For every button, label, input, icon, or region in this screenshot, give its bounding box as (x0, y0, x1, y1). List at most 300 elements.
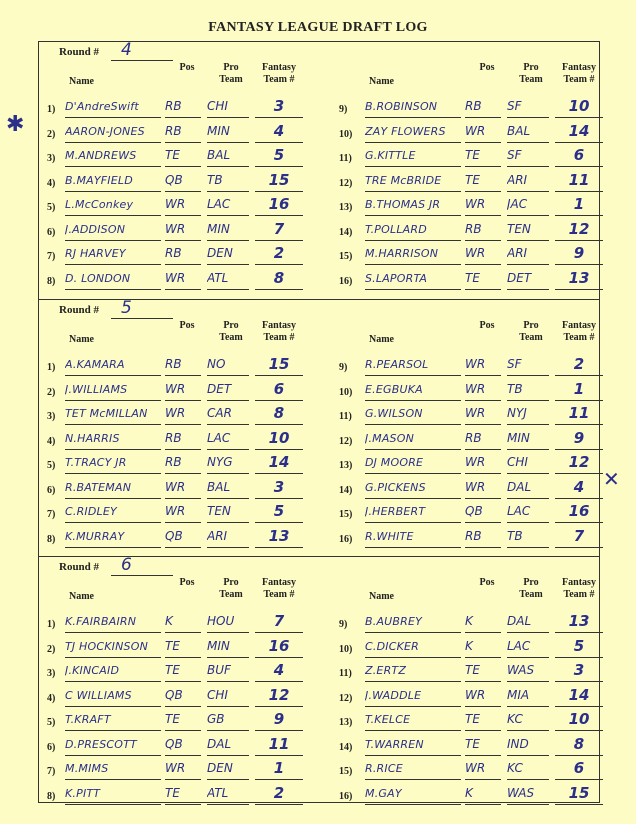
fantasy-team-field[interactable]: 15 (555, 783, 603, 805)
player-name-field[interactable]: A.KAMARA (65, 354, 161, 376)
pro-team-field[interactable]: DET (207, 379, 249, 401)
position-field[interactable]: K (465, 783, 501, 805)
round-section (39, 556, 599, 802)
fantasy-team-field[interactable]: 6 (555, 145, 603, 167)
header-pos: Pos (179, 577, 195, 588)
position-field[interactable]: TE (465, 709, 501, 731)
pick-row (339, 685, 609, 709)
pro-team-field[interactable]: HOU (207, 611, 249, 633)
position-field[interactable]: WR (165, 758, 201, 780)
fantasy-team-field[interactable]: 8 (255, 268, 303, 290)
position-field[interactable]: RB (165, 354, 201, 376)
fantasy-team-field[interactable]: 15 (255, 170, 303, 192)
pick-row (339, 428, 609, 452)
player-name-field[interactable]: T.POLLARD (365, 219, 461, 241)
pick-number: 16) (339, 533, 353, 545)
header-pro-team: Pro Team (219, 320, 243, 343)
round-section (39, 42, 599, 299)
fantasy-team-field[interactable]: 9 (255, 709, 303, 731)
position-field[interactable]: WR (165, 403, 201, 425)
fantasy-team-field[interactable]: 14 (255, 452, 303, 474)
pick-number: 12) (339, 435, 353, 447)
fantasy-team-field[interactable]: 4 (255, 121, 303, 143)
player-name-field[interactable]: J.KINCAID (65, 660, 161, 682)
pick-row (39, 734, 309, 758)
position-field[interactable]: WR (465, 685, 501, 707)
pick-row (339, 526, 609, 550)
fantasy-team-field[interactable]: 14 (555, 121, 603, 143)
pro-team-field[interactable]: JAC (507, 194, 549, 216)
pick-number: 15) (339, 766, 353, 777)
fantasy-team-field[interactable]: 16 (555, 501, 603, 523)
pro-team-field[interactable]: ATL (207, 268, 249, 290)
pro-team-field[interactable]: GB (207, 709, 249, 731)
pro-team-field[interactable]: DAL (507, 477, 549, 499)
pro-team-field[interactable]: TB (507, 379, 549, 401)
fantasy-team-field[interactable]: 5 (255, 145, 303, 167)
player-name-field[interactable]: ZAY FLOWERS (365, 121, 461, 143)
pro-team-field[interactable]: BAL (507, 121, 549, 143)
pick-row (339, 501, 609, 525)
header-fantasy-team: Fantasy Team # (262, 320, 296, 343)
round-number-field[interactable]: 5 (111, 298, 173, 319)
pro-team-field[interactable]: ARI (507, 170, 549, 192)
fantasy-team-field[interactable]: 4 (555, 477, 603, 499)
pick-row (39, 145, 309, 169)
fantasy-team-field[interactable]: 12 (555, 452, 603, 474)
header-name: Name (369, 591, 394, 602)
pick-number: 1) (47, 104, 56, 115)
header-pro-team: Pro Team (219, 62, 243, 85)
pro-team-field[interactable]: TB (207, 170, 249, 192)
position-field[interactable]: K (465, 636, 501, 658)
pick-number: 14) (339, 484, 353, 496)
pick-row (339, 477, 609, 501)
fantasy-team-field[interactable]: 12 (255, 685, 303, 707)
player-name-field[interactable]: J.WADDLE (365, 685, 461, 707)
position-field[interactable]: TE (465, 734, 501, 756)
pick-row (339, 403, 609, 427)
pro-team-field[interactable]: MIN (507, 428, 549, 450)
pick-row (39, 354, 309, 378)
pro-team-field[interactable]: CAR (207, 403, 249, 425)
pro-team-field[interactable]: MIA (507, 685, 549, 707)
pick-number: 16) (339, 790, 353, 802)
position-field[interactable]: WR (165, 477, 201, 499)
pick-row (39, 660, 309, 684)
pick-row (339, 660, 609, 684)
player-name-field[interactable]: T.KELCE (365, 709, 461, 731)
pick-number: 4) (47, 435, 56, 447)
fantasy-team-field[interactable]: 13 (555, 611, 603, 633)
header-fantasy-team: Fantasy Team # (562, 577, 596, 600)
pick-row (39, 428, 309, 452)
player-name-field[interactable]: D. LONDON (65, 268, 161, 290)
header-fantasy-team: Fantasy Team # (562, 320, 596, 343)
pick-number: 3) (47, 153, 56, 164)
pro-team-field[interactable]: WAS (507, 783, 549, 805)
pick-row (339, 268, 609, 292)
header-pos: Pos (179, 320, 195, 331)
pick-row (339, 121, 609, 145)
pro-team-field[interactable]: KC (507, 709, 549, 731)
pick-row (39, 783, 309, 807)
pro-team-field[interactable]: MIN (207, 121, 249, 143)
position-field[interactable]: RB (465, 219, 501, 241)
fantasy-team-field[interactable]: 1 (555, 379, 603, 401)
page-title: FANTASY LEAGUE DRAFT LOG (208, 20, 428, 35)
header-pro-team: Pro Team (519, 577, 543, 600)
position-field[interactable]: TE (165, 709, 201, 731)
pick-number: 12) (339, 177, 353, 189)
pro-team-field[interactable]: MIN (207, 636, 249, 658)
header-pos: Pos (179, 62, 195, 73)
position-field[interactable]: WR (165, 268, 201, 290)
pick-row (339, 709, 609, 733)
fantasy-team-field[interactable]: 2 (555, 354, 603, 376)
position-field[interactable]: WR (465, 194, 501, 216)
fantasy-team-field[interactable]: 7 (255, 219, 303, 241)
player-name-field[interactable]: L.McConkey (65, 194, 161, 216)
player-name-field[interactable]: J.ADDISON (65, 219, 161, 241)
pick-row (339, 636, 609, 660)
fantasy-team-field[interactable]: 6 (555, 758, 603, 780)
player-name-field[interactable]: K.FAIRBAIRN (65, 611, 161, 633)
pro-team-field[interactable]: LAC (507, 636, 549, 658)
position-field[interactable]: RB (465, 96, 501, 118)
player-name-field[interactable]: AARON-JONES (65, 121, 161, 143)
player-name-field[interactable]: TJ HOCKINSON (65, 636, 161, 658)
position-field[interactable]: TE (465, 170, 501, 192)
pick-row (39, 501, 309, 525)
pick-number: 13) (339, 202, 353, 213)
position-field[interactable]: WR (465, 379, 501, 401)
pick-number: 10) (339, 386, 353, 398)
player-name-field[interactable]: J.MASON (365, 428, 461, 450)
pro-team-field[interactable]: TEN (207, 501, 249, 523)
position-field[interactable]: K (165, 611, 201, 633)
position-field[interactable]: QB (465, 501, 501, 523)
position-field[interactable]: TE (165, 145, 201, 167)
pro-team-field[interactable]: SF (507, 354, 549, 376)
position-field[interactable]: WR (465, 403, 501, 425)
position-field[interactable]: WR (165, 501, 201, 523)
pick-number: 2) (47, 128, 56, 140)
player-name-field[interactable]: D.PRESCOTT (65, 734, 161, 756)
position-field[interactable]: TE (465, 660, 501, 682)
player-name-field[interactable]: B.MAYFIELD (65, 170, 161, 192)
fantasy-team-field[interactable]: 16 (255, 194, 303, 216)
player-name-field[interactable]: M.GAY (365, 783, 461, 805)
fantasy-team-field[interactable]: 14 (555, 685, 603, 707)
round-number-field[interactable]: 4 (111, 40, 173, 61)
player-name-field[interactable]: E.EGBUKA (365, 379, 461, 401)
position-field[interactable]: RB (165, 452, 201, 474)
fantasy-team-field[interactable]: 9 (555, 243, 603, 265)
pro-team-field[interactable]: DAL (507, 611, 549, 633)
player-name-field[interactable]: C WILLIAMS (65, 685, 161, 707)
pro-team-field[interactable]: LAC (207, 428, 249, 450)
player-name-field[interactable]: M.HARRISON (365, 243, 461, 265)
pick-number: 13) (339, 460, 353, 471)
fantasy-team-field[interactable]: 5 (255, 501, 303, 523)
position-field[interactable]: RB (465, 428, 501, 450)
pick-row (39, 758, 309, 782)
pro-team-field[interactable]: LAC (507, 501, 549, 523)
header-name: Name (69, 591, 94, 602)
player-name-field[interactable]: DJ MOORE (365, 452, 461, 474)
player-name-field[interactable]: B.THOMAS JR (365, 194, 461, 216)
pick-row (339, 452, 609, 476)
header-pos: Pos (479, 62, 495, 73)
pro-team-field[interactable]: DEN (207, 758, 249, 780)
pro-team-field[interactable]: IND (507, 734, 549, 756)
pro-team-field[interactable]: CHI (207, 96, 249, 118)
player-name-field[interactable]: T.WARREN (365, 734, 461, 756)
position-field[interactable]: RB (165, 121, 201, 143)
player-name-field[interactable]: C.RIDLEY (65, 501, 161, 523)
fantasy-team-field[interactable]: 1 (555, 194, 603, 216)
pick-row (39, 96, 309, 120)
pick-row (39, 219, 309, 243)
header-name: Name (369, 334, 394, 345)
position-field[interactable]: QB (165, 734, 201, 756)
pick-row (39, 268, 309, 292)
pick-row (39, 243, 309, 267)
pick-row (39, 636, 309, 660)
position-field[interactable]: TE (465, 145, 501, 167)
pick-number: 6) (47, 226, 56, 238)
pro-team-field[interactable]: DAL (207, 734, 249, 756)
pro-team-field[interactable]: SF (507, 145, 549, 167)
player-name-field[interactable]: M.MIMS (65, 758, 161, 780)
header-pro-team: Pro Team (519, 320, 543, 343)
pro-team-field[interactable]: BUF (207, 660, 249, 682)
fantasy-team-field[interactable]: 2 (255, 243, 303, 265)
fantasy-team-field[interactable]: 16 (255, 636, 303, 658)
pro-team-field[interactable]: ATL (207, 783, 249, 805)
pick-row (39, 379, 309, 403)
position-field[interactable]: WR (165, 379, 201, 401)
pro-team-field[interactable]: KC (507, 758, 549, 780)
pro-team-field[interactable]: WAS (507, 660, 549, 682)
pick-number: 3) (47, 411, 56, 422)
fantasy-team-field[interactable]: 13 (555, 268, 603, 290)
position-field[interactable]: RB (465, 526, 501, 548)
pro-team-field[interactable]: TEN (507, 219, 549, 241)
position-field[interactable]: TE (165, 660, 201, 682)
fantasy-team-field[interactable]: 1 (255, 758, 303, 780)
player-name-field[interactable]: Z.ERTZ (365, 660, 461, 682)
position-field[interactable]: QB (165, 526, 201, 548)
pick-number: 10) (339, 128, 353, 140)
pro-team-field[interactable]: NYJ (507, 403, 549, 425)
pick-number: 13) (339, 717, 353, 728)
pro-team-field[interactable]: CHI (507, 452, 549, 474)
pro-team-field[interactable]: BAL (207, 477, 249, 499)
position-field[interactable]: WR (465, 354, 501, 376)
fantasy-team-field[interactable]: 4 (255, 660, 303, 682)
player-name-field[interactable]: TRE McBRIDE (365, 170, 461, 192)
pick-number: 1) (47, 362, 56, 373)
player-name-field[interactable]: G.WILSON (365, 403, 461, 425)
position-field[interactable]: WR (165, 219, 201, 241)
pro-team-field[interactable]: ARI (207, 526, 249, 548)
player-name-field[interactable]: K.MURRAY (65, 526, 161, 548)
pick-row (39, 121, 309, 145)
pick-number: 2) (47, 386, 56, 398)
fantasy-team-field[interactable]: 11 (555, 170, 603, 192)
player-name-field[interactable]: B.AUBREY (365, 611, 461, 633)
position-field[interactable]: WR (165, 194, 201, 216)
player-name-field[interactable]: J.HERBERT (365, 501, 461, 523)
position-field[interactable]: TE (165, 783, 201, 805)
pick-row (339, 243, 609, 267)
player-name-field[interactable]: TET McMILLAN (65, 403, 161, 425)
pick-row (39, 170, 309, 194)
pro-team-field[interactable]: TB (507, 526, 549, 548)
fantasy-team-field[interactable]: 12 (555, 219, 603, 241)
player-name-field[interactable]: T.KRAFT (65, 709, 161, 731)
position-field[interactable]: WR (465, 758, 501, 780)
pro-team-field[interactable]: BAL (207, 145, 249, 167)
x-mark-icon: ✕ (603, 467, 620, 491)
pick-number: 8) (47, 533, 56, 545)
pro-team-field[interactable]: ARI (507, 243, 549, 265)
position-field[interactable]: TE (165, 636, 201, 658)
player-name-field[interactable]: J.WILLIAMS (65, 379, 161, 401)
fantasy-team-field[interactable]: 3 (555, 660, 603, 682)
pick-row (339, 354, 609, 378)
player-name-field[interactable]: R.PEARSOL (365, 354, 461, 376)
header-pro-team: Pro Team (519, 62, 543, 85)
position-field[interactable]: WR (465, 452, 501, 474)
pick-row (39, 403, 309, 427)
pick-number: 4) (47, 177, 56, 189)
position-field[interactable]: TE (465, 268, 501, 290)
fantasy-team-field[interactable]: 3 (255, 477, 303, 499)
player-name-field[interactable]: R.BATEMAN (65, 477, 161, 499)
asterisk-mark-icon: ✱ (6, 112, 25, 137)
fantasy-team-field[interactable]: 3 (255, 96, 303, 118)
draft-log-table (38, 41, 600, 803)
pick-number: 11) (339, 153, 352, 164)
pick-number: 8) (47, 275, 56, 287)
fantasy-team-field[interactable]: 13 (255, 526, 303, 548)
position-field[interactable]: WR (465, 477, 501, 499)
player-name-field[interactable]: K.PITT (65, 783, 161, 805)
pick-row (339, 783, 609, 807)
fantasy-team-field[interactable]: 6 (255, 379, 303, 401)
header-fantasy-team: Fantasy Team # (562, 62, 596, 85)
fantasy-team-field[interactable]: 7 (555, 526, 603, 548)
header-name: Name (369, 76, 394, 87)
pick-row (39, 194, 309, 218)
pick-number: 15) (339, 251, 353, 262)
fantasy-team-field[interactable]: 8 (255, 403, 303, 425)
player-name-field[interactable]: G.KITTLE (365, 145, 461, 167)
position-field[interactable]: WR (465, 121, 501, 143)
pro-team-field[interactable]: DEN (207, 243, 249, 265)
position-field[interactable]: WR (465, 243, 501, 265)
fantasy-team-field[interactable]: 5 (555, 636, 603, 658)
position-field[interactable]: RB (165, 428, 201, 450)
position-field[interactable]: QB (165, 685, 201, 707)
fantasy-team-field[interactable]: 11 (555, 403, 603, 425)
pick-number: 7) (47, 251, 56, 262)
header-pos: Pos (479, 320, 495, 331)
pick-number: 5) (47, 717, 56, 728)
player-name-field[interactable]: R.WHITE (365, 526, 461, 548)
fantasy-team-field[interactable]: 7 (255, 611, 303, 633)
pick-number: 9) (339, 104, 348, 115)
pick-number: 8) (47, 790, 56, 802)
fantasy-team-field[interactable]: 10 (555, 96, 603, 118)
position-field[interactable]: RB (165, 96, 201, 118)
pick-row (39, 685, 309, 709)
position-field[interactable]: QB (165, 170, 201, 192)
player-name-field[interactable]: S.LAPORTA (365, 268, 461, 290)
pick-row (339, 379, 609, 403)
pick-number: 15) (339, 509, 353, 520)
position-field[interactable]: RB (165, 243, 201, 265)
player-name-field[interactable]: G.PICKENS (365, 477, 461, 499)
pick-number: 9) (339, 362, 348, 373)
round-label: Round # (59, 304, 100, 316)
pick-number: 6) (47, 484, 56, 496)
pick-number: 11) (339, 668, 352, 679)
pro-team-field[interactable]: SF (507, 96, 549, 118)
pick-number: 5) (47, 460, 56, 471)
player-name-field[interactable]: B.ROBINSON (365, 96, 461, 118)
fantasy-team-field[interactable]: 9 (555, 428, 603, 450)
round-number-field[interactable]: 6 (111, 555, 173, 576)
pick-row (39, 477, 309, 501)
fantasy-team-field[interactable]: 2 (255, 783, 303, 805)
player-name-field[interactable]: RJ HARVEY (65, 243, 161, 265)
fantasy-team-field[interactable]: 10 (255, 428, 303, 450)
pick-number: 6) (47, 741, 56, 753)
pick-number: 10) (339, 643, 353, 655)
pick-number: 12) (339, 692, 353, 704)
round-label: Round # (59, 46, 100, 58)
pro-team-field[interactable]: DET (507, 268, 549, 290)
header-fantasy-team: Fantasy Team # (262, 577, 296, 600)
pick-row (339, 611, 609, 635)
fantasy-team-field[interactable]: 11 (255, 734, 303, 756)
fantasy-team-field[interactable]: 15 (255, 354, 303, 376)
pro-team-field[interactable]: NO (207, 354, 249, 376)
player-name-field[interactable]: M.ANDREWS (65, 145, 161, 167)
player-name-field[interactable]: T.TRACY JR (65, 452, 161, 474)
pro-team-field[interactable]: MIN (207, 219, 249, 241)
round-section (39, 299, 599, 556)
pro-team-field[interactable]: NYG (207, 452, 249, 474)
player-name-field[interactable]: D'AndreSwift (65, 96, 161, 118)
position-field[interactable]: K (465, 611, 501, 633)
pro-team-field[interactable]: CHI (207, 685, 249, 707)
pick-number: 7) (47, 766, 56, 777)
pick-number: 7) (47, 509, 56, 520)
pro-team-field[interactable]: LAC (207, 194, 249, 216)
pick-row (339, 758, 609, 782)
fantasy-team-field[interactable]: 8 (555, 734, 603, 756)
pick-row (339, 194, 609, 218)
player-name-field[interactable]: R.RICE (365, 758, 461, 780)
player-name-field[interactable]: N.HARRIS (65, 428, 161, 450)
fantasy-team-field[interactable]: 10 (555, 709, 603, 731)
player-name-field[interactable]: C.DICKER (365, 636, 461, 658)
